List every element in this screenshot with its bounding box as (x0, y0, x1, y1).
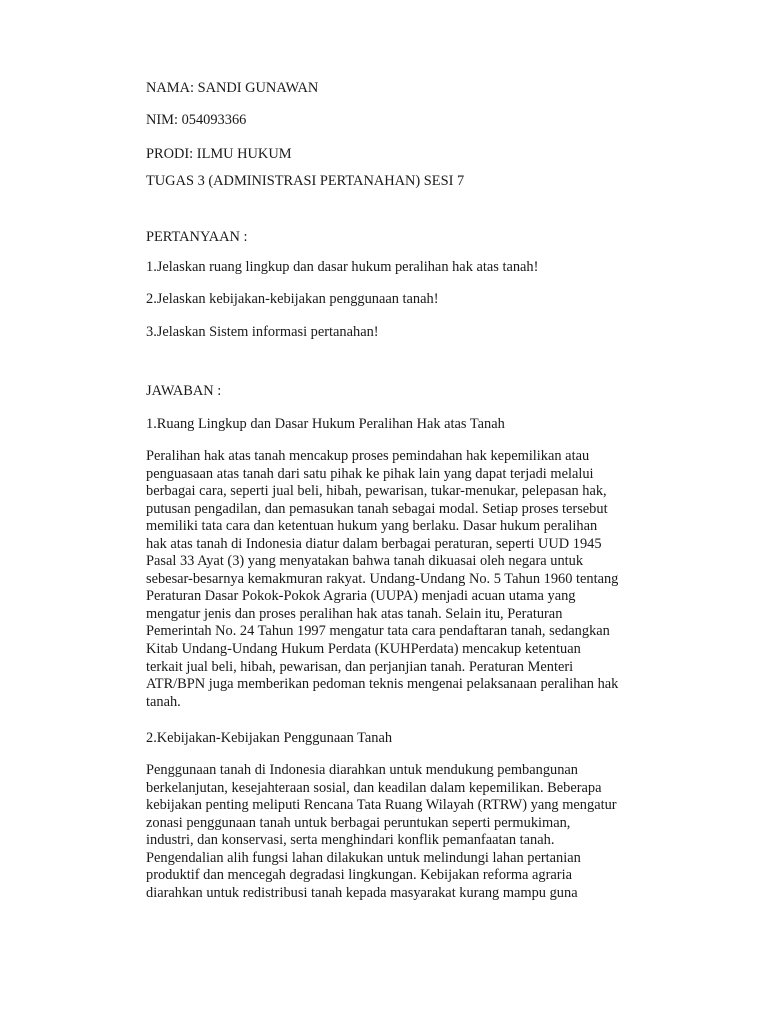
paragraph-line: diarahkan untuk redistribusi tanah kepada masyarakat kurang mampu guna (146, 884, 578, 901)
section-paragraph (146, 762, 666, 902)
paragraph-line: zonasi penggunaan tanah untuk berbagai peruntukan seperti permukiman, (146, 814, 571, 831)
paragraph-line: hak atas tanah di Indonesia diatur dalam berbagai peraturan, seperti UUD 1945 (146, 535, 602, 552)
question-item: 3.Jelaskan Sistem informasi pertanahan! (146, 324, 379, 340)
paragraph-line: Kitab Undang-Undang Hukum Perdata (KUHPerdata) mencakup ketentuan (146, 641, 581, 658)
paragraph-line: Peralihan hak atas tanah mencakup proses pemindahan hak kepemilikan atau (146, 448, 590, 464)
section-heading: 2.Kebijakan-Kebijakan Penggunaan Tanah (146, 730, 393, 746)
paragraph-line: mengatur jenis dan proses peralihan hak atas tanah. Selain itu, Peraturan (146, 605, 563, 622)
study-program: PRODI: ILMU HUKUM (146, 146, 292, 162)
paragraph-line: Pasal 33 Ayat (3) yang menyatakan bahwa tanah dikuasai oleh negara untuk (146, 553, 584, 570)
paragraph-line: industri, dan konservasi, serta menghindari konflik pemanfaatan tanah. (146, 832, 555, 849)
question-item: 1.Jelaskan ruang lingkup dan dasar hukum peralihan hak atas tanah! (146, 259, 539, 275)
paragraph-line: Pemerintah No. 24 Tahun 1997 mengatur tata cara pendaftaran tanah, sedangkan (146, 623, 610, 640)
paragraph-line: produktif dan mencegah degradasi lingkungan. Kebijakan reforma agraria (146, 867, 572, 884)
paragraph-line: kebijakan penting meliputi Rencana Tata Ruang Wilayah (RTRW) yang mengatur (146, 797, 617, 814)
paragraph-line: terkait jual beli, hibah, pewarisan, dan perjanjian tanah. Peraturan Menteri (146, 658, 574, 675)
paragraph-line: berbagai cara, seperti jual beli, hibah, pewarisan, tukar-menukar, pelepasan hak, (146, 483, 607, 500)
questions-label: PERTANYAAN : (146, 229, 248, 245)
paragraph-line: penguasaan atas tanah dari satu pihak ke pihak lain yang dapat terjadi melalui (146, 465, 594, 482)
question-item: 2.Jelaskan kebijakan-kebijakan penggunaan tanah! (146, 291, 439, 307)
paragraph-line: Pengendalian alih fungsi lahan dilakukan untuk melindungi lahan pertanian (146, 849, 581, 866)
assignment-title: TUGAS 3 (ADMINISTRASI PERTANAHAN) SESI 7 (146, 173, 465, 189)
answers-label: JAWABAN : (146, 383, 222, 399)
paragraph-line: ATR/BPN juga memberikan pedoman teknis mengenai pelaksanaan peralihan hak (146, 676, 619, 693)
paragraph-line: berkelanjutan, kesejahteraan sosial, dan keadilan dalam kepemilikan. Beberapa (146, 779, 602, 796)
paragraph-line: Peraturan Dasar Pokok-Pokok Agraria (UUPA) menjadi acuan utama yang (146, 588, 576, 605)
paragraph-line: sebesar-besarnya kemakmuran rakyat. Undang-Undang No. 5 Tahun 1960 tentang (146, 570, 619, 587)
paragraph-line: putusan pengadilan, dan pemasukan tanah sebagai modal. Setiap proses tersebut (146, 500, 608, 517)
section-paragraph (146, 448, 666, 711)
paragraph-line: tanah. (146, 693, 181, 710)
student-nim: NIM: 054093366 (146, 112, 247, 128)
student-name: NAMA: SANDI GUNAWAN (146, 80, 319, 96)
section-heading: 1.Ruang Lingkup dan Dasar Hukum Peralihan Hak atas Tanah (146, 416, 505, 432)
paragraph-line: memiliki tata cara dan ketentuan hukum yang berlaku. Dasar hukum peralihan (146, 518, 598, 535)
paragraph-line: Penggunaan tanah di Indonesia diarahkan untuk mendukung pembangunan (146, 762, 579, 778)
